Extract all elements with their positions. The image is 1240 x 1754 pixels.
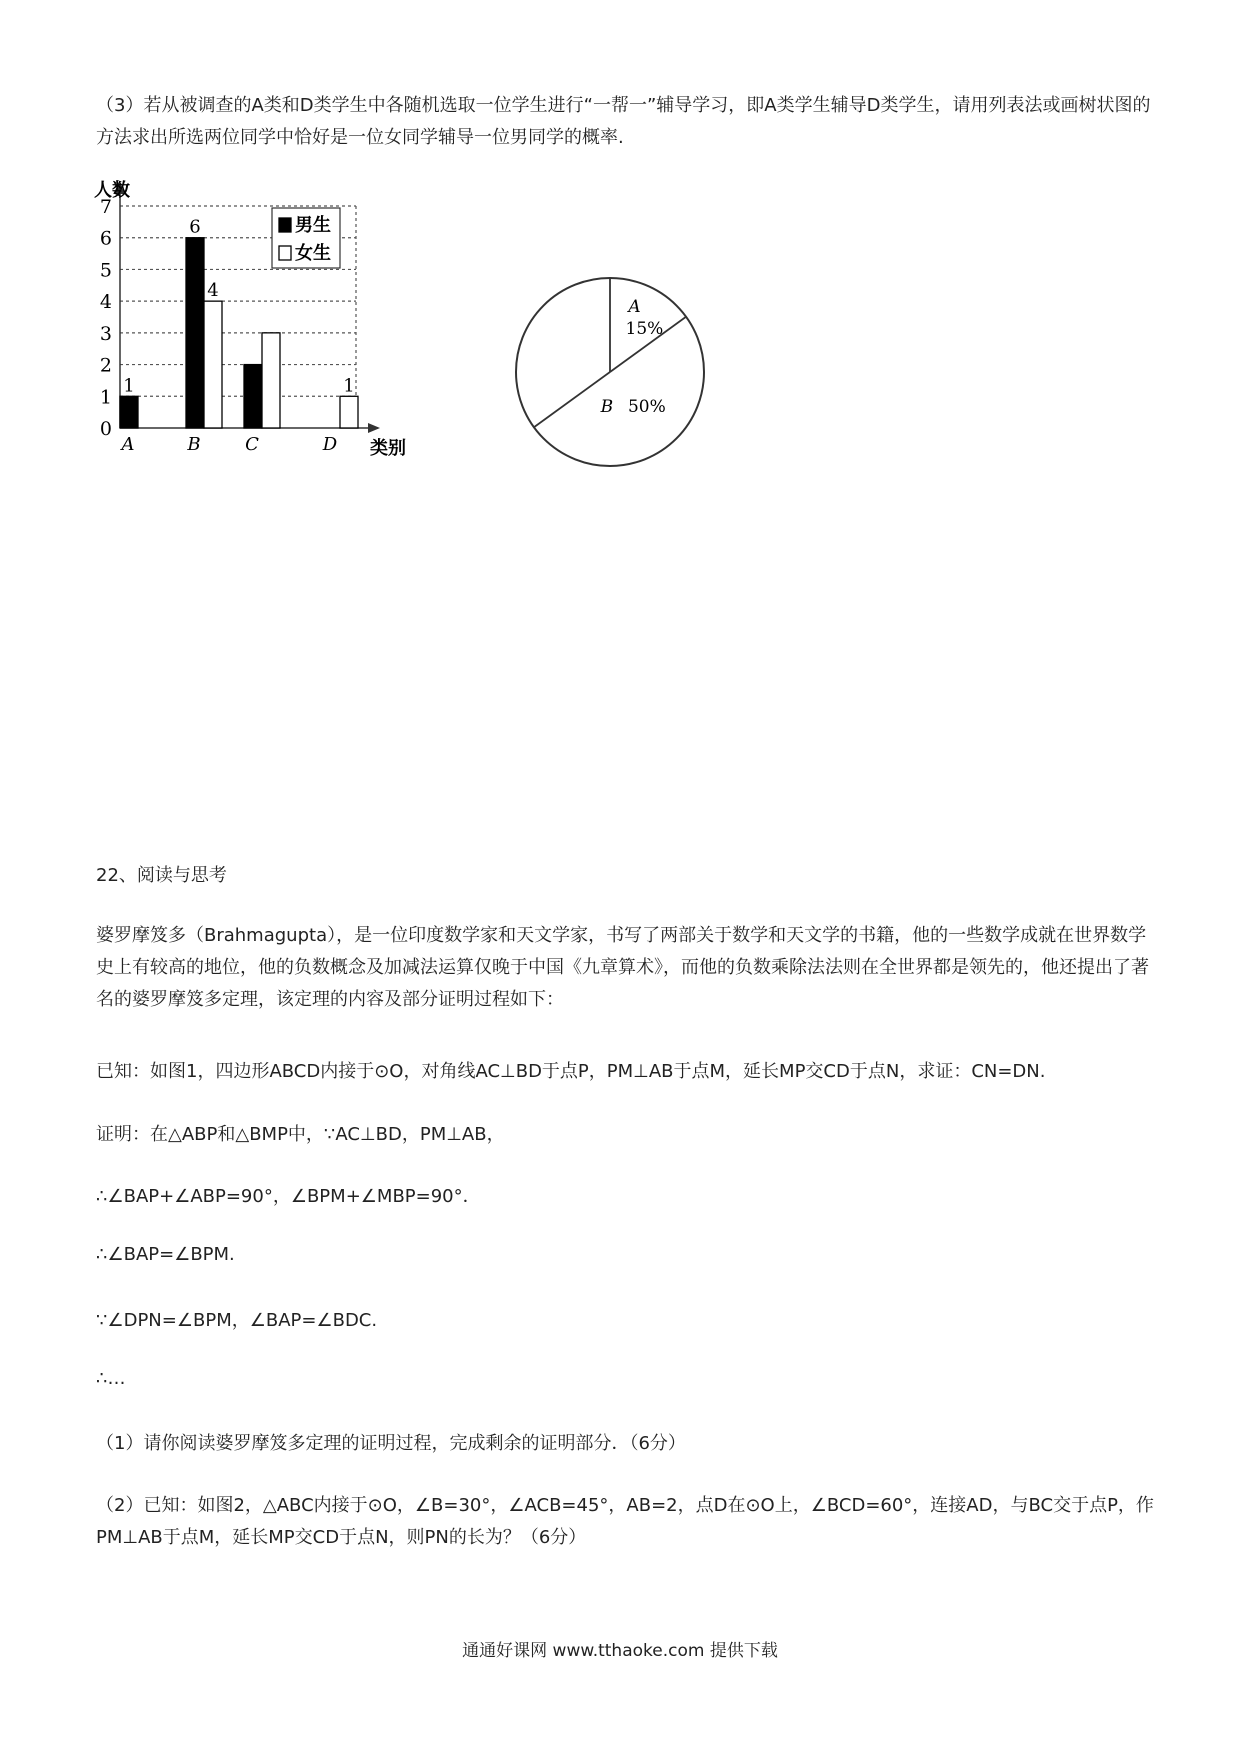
y-tick-label: 3 — [99, 322, 112, 345]
q22-proof-line-2: ∴∠BAP+∠ABP=90°，∠BPM+∠MBP=90°． — [96, 1186, 481, 1207]
bar-女生-D — [340, 396, 358, 428]
x-tick-label: C — [245, 434, 259, 455]
x-axis-arrow — [368, 423, 380, 433]
q22-proof-line-1: 证明：在△ABP和△BMP中，∵AC⊥BD，PM⊥AB， — [96, 1124, 505, 1145]
y-tick-label: 7 — [99, 196, 112, 218]
legend-label: 女生 — [295, 243, 331, 264]
y-tick-label: 4 — [99, 291, 112, 314]
data-label: 6 — [189, 216, 201, 238]
q22-proof-line-3: ∴∠BAP=∠BPM. — [96, 1244, 235, 1265]
y-tick-label: 2 — [99, 354, 112, 377]
page-footer: 通通好课网 www.tthaoke.com 提供下载 — [462, 1641, 778, 1661]
q22-proof-line-5: ∴… — [96, 1368, 126, 1389]
q22-intro: 婆罗摩笈多（Brahmagupta），是一位印度数学家和天文学家，书写了两部关于数学和天文学的书籍，他的一些数学成就在世界数学史上有较高的地位，他的负数概念及加减法运算仅晚于中国《九章算术》，而他的负数乘除法法则在全世界都是领先的，他还提出了著名的婆罗摩笈多定理，该定理的内容及部分证明过程如下： — [96, 925, 1149, 1010]
data-label: 1 — [343, 375, 355, 397]
pie-slice-label: A — [628, 297, 641, 318]
data-label: 1 — [123, 375, 135, 397]
bar-男生-A — [120, 396, 138, 428]
q22-proof-line-4: ∵∠DPN=∠BPM，∠BAP=∠BDC. — [96, 1310, 378, 1331]
q22-title: 22、阅读与思考 — [96, 865, 227, 886]
q22-given: 已知：如图1，四边形ABCD内接于⊙O，对角线AC⊥BD于点P，PM⊥AB于点M，延长MP交CD于点N，求证：CN=DN. — [96, 1061, 1046, 1082]
y-tick-label: 1 — [99, 386, 112, 409]
bar-男生-C — [244, 365, 262, 428]
bar-chart — [92, 178, 422, 468]
y-tick-label: 0 — [99, 418, 112, 440]
q22-part1: （1）请你阅读婆罗摩笈多定理的证明过程，完成剩余的证明部分．（6分） — [96, 1433, 686, 1454]
pie-slice-label: B — [600, 397, 614, 418]
x-tick-label: B — [187, 434, 201, 455]
legend-label: 男生 — [295, 215, 331, 236]
bar-女生-C — [262, 333, 280, 428]
y-tick-label: 6 — [99, 227, 112, 250]
q21-part3-text: （3）若从被调查的A类和D类学生中各随机选取一位学生进行“一帮一”辅导学习，即A类学生辅导D类学生，请用列表法或画树状图的方法求出所选两位同学中恰好是一位女同学辅导一位男同学的概率. — [96, 95, 1151, 148]
data-label: 4 — [207, 280, 219, 302]
x-tick-label: D — [322, 434, 338, 455]
bar-chart-ylabel: 人数 — [94, 180, 130, 201]
y-tick-label: 5 — [99, 259, 112, 282]
bar-chart-xlabel: 类别 — [370, 438, 406, 459]
q22-part2: （2）已知：如图2，△ABC内接于⊙O，∠B=30°，∠ACB=45°，AB=2，点D在⊙O上，∠BCD=60°，连接AD，与BC交于点P，作PM⊥AB于点M，延长MP交CD于点N，则PN的长为？（6分） — [96, 1495, 1154, 1548]
pie-slice-percent: 15% — [625, 319, 664, 340]
x-tick-label: A — [121, 434, 135, 455]
bar-男生-B — [186, 238, 204, 428]
bar-chart-legend — [272, 208, 340, 268]
pie-chart — [510, 272, 710, 472]
legend-swatch — [279, 218, 291, 232]
legend-swatch — [279, 246, 291, 260]
bar-女生-B — [204, 301, 222, 428]
pie-slice-percent: 50% — [627, 397, 666, 418]
